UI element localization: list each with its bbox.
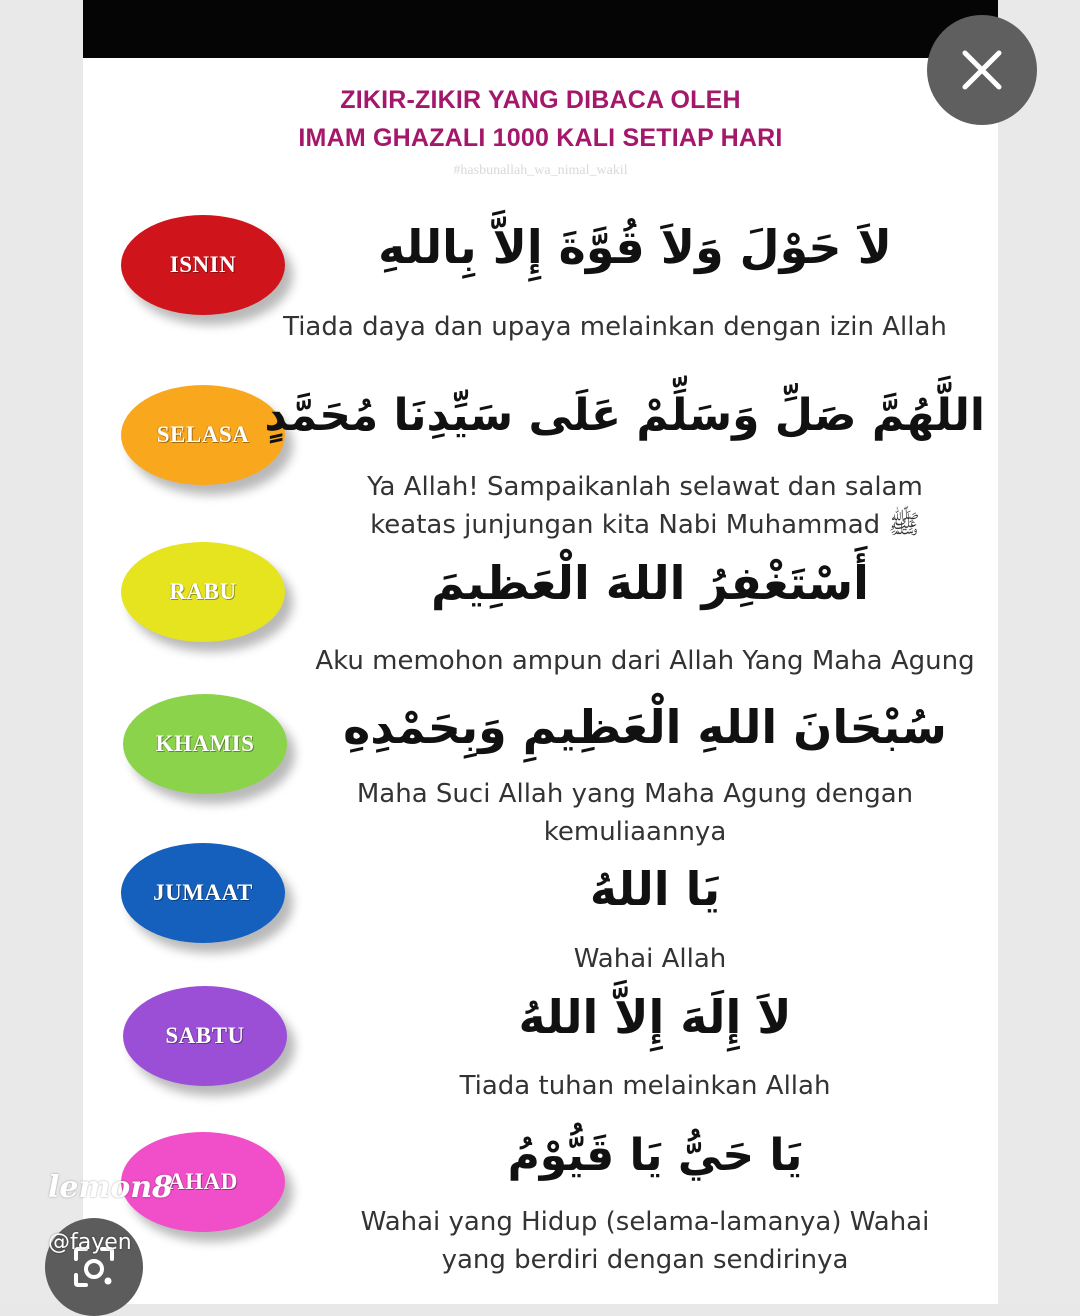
day-pill-khamis: KHAMIS — [123, 694, 287, 794]
zikir-arabic-isnin: لاَ حَوْلَ وَلاَ قُوَّةَ إِلاَّ بِاللهِ — [378, 220, 892, 274]
zikir-meaning-sabtu: Tiada tuhan melainkan Allah — [459, 1071, 831, 1101]
zikir-arabic-jumaat: يَا اللهُ — [589, 862, 721, 916]
left-gutter — [0, 0, 83, 1304]
image-top-bar — [83, 0, 998, 58]
day-pill-jumaat: JUMAAT — [121, 843, 285, 943]
hashtag-watermark: #hasbunallah_wa_nimal_wakil — [453, 163, 628, 178]
day-pill-sabtu: SABTU — [123, 986, 287, 1086]
zikir-meaning-selasa: Ya Allah! Sampaikanlah selawat dan salam keatas junjungan kita Nabi Muhammad ﷺ — [367, 472, 923, 540]
close-icon — [959, 47, 1005, 93]
zikir-meaning-ahad: Wahai yang Hidup (selama-lamanya) Wahai yang berdiri dengan sendirinya — [360, 1207, 930, 1275]
zikir-meaning-jumaat: Wahai Allah — [573, 944, 727, 974]
zikir-arabic-ahad: يَا حَيُّ يَا قَيُّوْمُ — [507, 1130, 803, 1181]
right-gutter — [998, 0, 1080, 1304]
zikir-meaning-isnin: Tiada daya dan upaya melainkan dengan izin Allah — [283, 312, 947, 342]
zikir-arabic-sabtu: لاَ إِلَهَ إِلاَّ اللهُ — [518, 990, 792, 1044]
zikir-arabic-selasa: اللَّهُمَّ صَلِّ وَسَلِّمْ عَلَى سَيِّدِنَا مُحَمَّدٍ — [264, 390, 985, 441]
page-title-line-1: ZIKIR-ZIKIR YANG DIBACA OLEH — [340, 86, 741, 114]
brand-watermark: lemon8 — [48, 1170, 173, 1205]
zikir-meaning-khamis: Maha Suci Allah yang Maha Agung dengan kemuliaannya — [356, 779, 914, 847]
day-pill-rabu: RABU — [121, 542, 285, 642]
zikir-meaning-rabu: Aku memohon ampun dari Allah Yang Maha Agung — [315, 646, 975, 676]
close-button[interactable] — [927, 15, 1037, 125]
zikir-arabic-rabu: أَسْتَغْفِرُ اللهَ الْعَظِيمَ — [431, 556, 869, 610]
day-pill-isnin: ISNIN — [121, 215, 285, 315]
day-pill-ahad: AHAD — [121, 1132, 285, 1232]
day-pill-selasa: SELASA — [121, 385, 285, 485]
page-title-line-2: IMAM GHAZALI 1000 KALI SETIAP HARI — [298, 124, 783, 152]
zikir-arabic-khamis: سُبْحَانَ اللهِ الْعَظِيمِ وَبِحَمْدِهِ — [343, 700, 947, 754]
user-handle-watermark: @fayen — [48, 1230, 132, 1255]
